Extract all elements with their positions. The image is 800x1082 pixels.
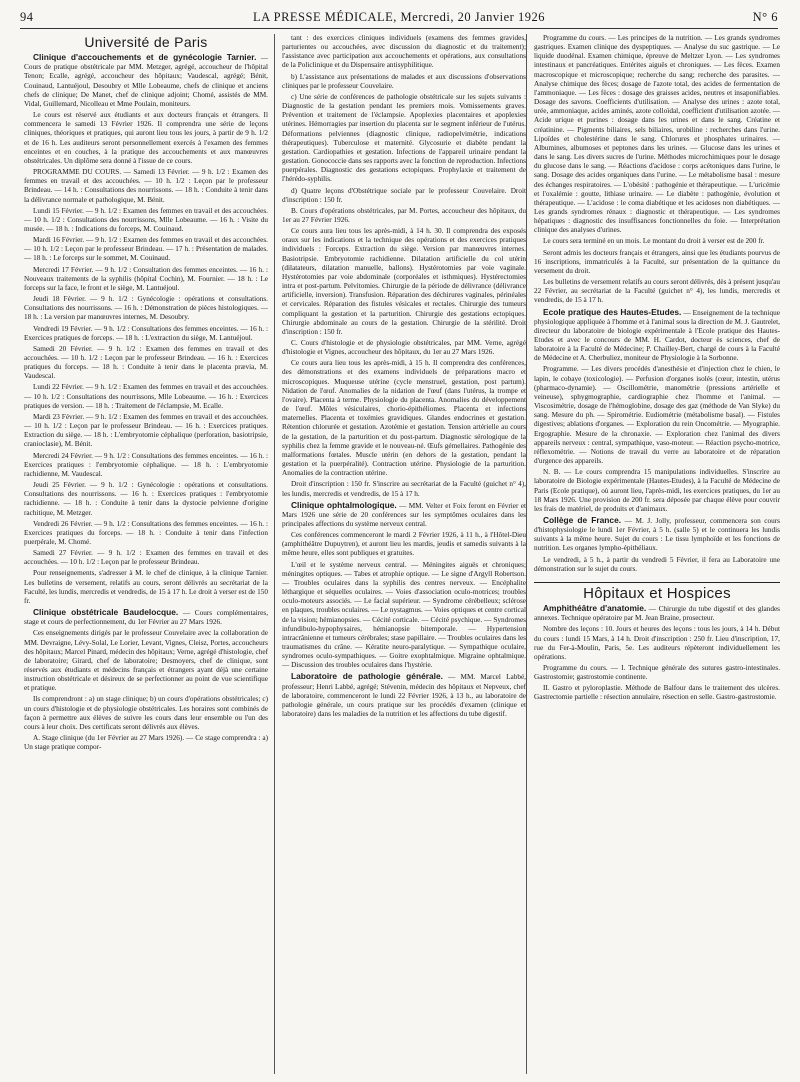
paragraph: Mercredi 17 Février. — 9 h. 1/2 : Consultation des femmes enceintes. — 16 h. : Nouveaux traitements de la syphilis (hôpital Cochin), M. Fournier. — 18 h. : Le forceps sur la face, le front et le siège, M. Lantuéjoul. — [24, 265, 268, 292]
paragraph: II. Gastro et pyloroplastie. Méthode de Balfour dans le traitement des ulcères. Gastrectomie partielle : résection annulaire, résection en selle. Gastro-gastrostomie. — [534, 684, 780, 702]
paragraph-text: — MM. Velter et Foix feront en Février et Mars 1926 une série de 20 conférences sur les symptômes oculaires dans les principales affections du système nerveux central. — [282, 501, 526, 528]
column-divider — [274, 34, 275, 1074]
subsection-title: Amphithéâtre d'anatomie. — [543, 603, 647, 614]
paragraph: c) Une série de conférences de pathologie obstétricale sur les sujets suivants : Diagnostic de la gestation pendant les premiers mois. Vomissements graves. Prévention et traitement de l'éclampsie. Apoplexies placentaires et apoplexies utérines. Hémorragies par insertion du placenta sur le segment inférieur de l'utérus. Déformations pelviennes (diagnostic clinique, radiopelvimétrie, indications thérapeutiques). Tuberculose et maternité. Glycosurie et diabète pendant la gestation. Cardiopathies et gestation. Infections de l'appareil urinaire pendant la gestation. Gonococcie dans ses rapports avec la fonction de reproduction. Infections puerpérales. Diagnostic des gestations ectopiques. Prophylaxie et traitement de l'hérédo-syphilis. — [282, 92, 526, 184]
paragraph: tant : des exercices cliniques individuels (examens des femmes gravides, parturientes ou accouchées, avec discussion du diagnostic et du traitement); l'assistance avec participation aux accouchements et opérations, aux consultations de la Policlinique et du Dispensaire antisyphilitique. — [282, 34, 526, 70]
issue-number: N° 6 — [752, 10, 778, 24]
paragraph: B. Cours d'opérations obstétricales, par M. Portes, accoucheur des hôpitaux, du 1er au 27 Février 1926. — [282, 206, 526, 224]
paragraph: Ces enseignements dirigés par le professeur Couvelaire avec la collaboration de MM. Devraigne, Lévy-Solal, Le Lorier, Levant, Vignes, Cleisz, Portes, accoucheurs des hôpitaux; Marcel Pinard, médecin des hôpitaux; Verne, agrégé d'histologie, chef de laboratoire; Girard, chef de laboratoire; Desmoyers, chef de clinique, sont réservés aux étudiants et médecins français et étrangers ayant déjà une certaine instruction obstétricale et désireux de se perfectionner au point de vue scientifique et pratique. — [24, 629, 268, 693]
paragraph-text: — Enseignement de la technique physiologique appliquée à l'homme et à l'animal sous la direction de M. J. Gautrelet, directeur du laboratoire de biologie expérimentale à l'Ecole pratique des Hautes-Etudes et avec le concours de MM. H. Cardot, docteur ès sciences, chef de laboratoire à la Faculté de Médecine; P. Chailley-Bert, chargé de cours à la Faculté de Médecine et A. Cherbuliez, moniteur de Physiologie à la Sorbonne. — [534, 308, 780, 363]
column-2 — [282, 34, 526, 1074]
paragraph: C. Cours d'histologie et de physiologie obstétricales, par MM. Verne, agrégé d'histologie et Vignes, accoucheur des hôpitaux, du 1er au 27 Mars 1926. — [282, 339, 526, 357]
paragraph: Les bulletins de versement relatifs au cours seront délivrés, dès à présent jusqu'au 22 Février, au secrétariat de la Faculté (guichet n° 4), les lundis, mercredis et vendredis, de 15 à 17 h. — [534, 278, 780, 305]
column-1 — [24, 34, 268, 1074]
paragraph: Le cours est réservé aux étudiants et aux docteurs français et étrangers. Il commencera le samedi 13 Février 1926. Il comprendra une série de leçons cliniques, théoriques et pratiques, qui auront lieu tous les jours, à partir de 9 h. 1/2 et de 16 h. Les auditeurs seront personnellement exercés à l'examen des femmes enceintes et en couches, à la pratique des accouchements et aux manœuvres obstétricales. Un diplôme sera donné à l'issue de ce cours. — [24, 111, 268, 165]
subsection-title: Clinique d'accouchements et de gynécologie Tarnier. — [33, 52, 257, 63]
paragraph: Programme du cours. — Les principes de la nutrition. — Les grands syndromes gastriques. Examen clinique des dyspeptiques. — Analyse du suc gastrique. — Le liquide duodénal. Examen chimique, épreuve de Meltzer Lyon. — Les syndromes intestinaux et pancréatiques. Entérites aiguës et chroniques. — Les fèces. Examen macroscopique et microscopique; recherche du sang; recherche des parasites. — Analyse chimique des fèces; dosage de l'azote total, des acides de fermentation de l'ammoniaque. — Les fèces : dosage des graisses acides, neutres et insaponifiables. Dosage des savons. Coefficients d'utilisation. — Analyse des urines : azote total, urée, ammoniaque, acides aminés, azote colloïdal, coefficient d'utilisation azotée. — Acide urique et purines : dosage dans les urines et dans le sang. Créatine et créatinine. — Pigments biliaires, sels biliaires, urobiline : recherches dans l'urine. Lipoïdes et cholestérine dans le sang. Chlorures et phosphates urinaires. — Albumines, albumoses et peptones dans les urines. — Glucose dans les urines et dans le sang. Les divers sucres de l'urine. Méthodes microchimiques pour le dosage du glucose dans le sang. — Réactions d'acidose : corps acétoniques dans l'urine, le sang. Dosage des acides organiques dans l'urine. — Le métabolisme basal : mesure des échanges respiratoires. — L'obésité : pathogénie et thérapeutique. — L'uricémie et l'oxalémie : goutte, lithiase urinaire. — Le diabète : pathogénie, évolution et thérapeutique. — L'acidose : le coma diabétique et les acidoses non diabétiques. — Les grands syndromes rénaux : diagnostic et thérapeutique. — Les syndromes hépatiques : diagnostic des insuffisances fonctionnelles du foie. — Interprétation clinique des analyses d'urines. — [534, 34, 780, 235]
paragraph: Pour renseignements, s'adresser à M. le chef de clinique, à la clinique Tarnier. Les bulletins de versement, relatifs au cours, seront délivrés au secrétariat de la Faculté, les lundis, mercredis et vendredis, de 15 à 17 h. Le droit à verser est de 150 fr. — [24, 569, 268, 605]
paragraph: A. Stage clinique (du 1er Février au 27 Mars 1926). — Ce stage comprendra : a) Un stage pratique compor- — [24, 734, 268, 752]
paragraph — [534, 308, 780, 364]
paragraph: Ce cours aura lieu tous les après-midi, à 14 h. 30. Il comprendra des exposés oraux sur les indications et la technique des opérations et des exercices pratiques individuels : Forceps. Extraction du siège. Version par manœuvres internes. Basiotripsie. Embryotomie rachidienne. Dilatation artificielle du col utérin (dilatateurs, dilatation manuelle, ballons). Hystérotomies par voie vaginale. Hystérotomies par voie abdominale (corporéales et isthmiques). Hystérectomies intra et post-partum. Pelvitomies. Chirurgie de la période de délivrance (délivrance artificielle, inversion). Transfusion. Réparation des déchirures vaginales, périnéales et cervicales. Réparation des fistules vésicales et rectales. Chirurgie des tumeurs compliquant la gestation et la parturition. Chirurgie des gestations ectopiques. Chirurgie abdominale au cours de la gestation. Chirurgie de la stérilité. Droit d'inscription : 150 fr. — [282, 227, 526, 336]
paragraph — [282, 501, 526, 529]
paragraph: Samedi 20 Février. — 9 h. 1/2 : Examen des femmes en travail et des accouchées. — 10 h. 1/2 : Leçon par le professeur Brindeau. — 16 h. : Exercices pratiques du forceps. — 18 h. : Conduite à tenir dans le placenta prævia, M. Vaudescal. — [24, 344, 268, 381]
paragraph: Jeudi 18 Février. — 9 h. 1/2 : Gynécologie : opérations et consultations. Consultations des nourrissons. — 16 h. : Démonstration de pièces histologiques. — 18 h. : La version par manœuvres internes, M. Desoubry. — [24, 295, 268, 322]
paragraph: Samedi 27 Février. — 9 h. 1/2 : Examen des femmes en travail et des accouchées. — 10 h. 1/2 : Leçon par le professeur Brindeau. — [24, 549, 268, 567]
paragraph: Le cours sera terminé en un mois. Le montant du droit à verser est de 200 fr. — [543, 237, 765, 246]
paragraph: Lundi 15 Février. — 9 h. 1/2 : Examen des femmes en travail et des accouchées. — 10 h. 1/2 : Consultations des nourrissons, Mlle Lobeaume. — 16 h. : Visite du musée. — 18 h. : Indications du forceps, M. Couinaud. — [24, 206, 268, 233]
column-3 — [534, 34, 780, 1074]
paragraph: Seront admis les docteurs français et étrangers, ainsi que les étudiants pourvus de 16 inscriptions, immatriculés à la Faculté, sur présentation de la quittance du versement du droit. — [534, 248, 780, 275]
paragraph — [24, 53, 268, 109]
paragraph — [534, 604, 780, 623]
page-number: 94 — [20, 10, 34, 24]
paragraph: Mardi 23 Février. — 9 h. 1/2 : Examen des femmes en travail et des accouchées. — 10 h. 1/2 : Leçon par le professeur Brindeau. — 16 h. : Exercices pratiques. Extraction du siège. — 18 h. : L'embryotomie céphalique (perforation, basiotripsie, cranioclasie), M. Bénit. — [24, 412, 268, 449]
paragraph: PROGRAMME DU COURS. — Samedi 13 Février. — 9 h. 1/2 : Examen des femmes en travail et des accouchées. — 10 h. 1/2 : Leçon par le professeur Brindeau. — 14 h. : Consultations des nourrissons. — 18 h. : Conduite à tenir dans la délivrance normale et pathologique, M. Bénit. — [24, 168, 268, 204]
paragraph: Programme. — Les divers procédés d'anesthésie et d'injection chez le chien, le lapin, le cobaye (toxicologie). — Perfusion d'organes isolés (cœur, intestin, utérus (pharmaco-dynamie). — Oscillométrie, manométrie (pressions artérielle et veineuse), sphygmographie, cardiographie chez l'homme et l'animal. — Viscosimétrie, dosage de l'hémoglobine, dosage des gaz (méthode de Van Slyke) du sang. Mesure du ph. — Spirométrie. Eudiométrie (métabolisme basal). — Fistules digestives; ablations d'organes. — Exploration du rein Oncométrie. — Myographie. Ergographie. Mesure de la chronaxie. — Exploration chez l'animal des divers appareils nerveux : central, sympathique, vaso-moteur. — Réaction psycho-motrice, réflexométrie. — Notions de travail du verre au laboratoire et de réparation d'urgence des appareils. — [534, 365, 780, 466]
paragraph — [534, 516, 780, 554]
paragraph: N. B. — Le cours comprendra 15 manipulations individuelles. S'inscrire au laboratoire de Biologie expérimentale (Hautes-Etudes), à la Faculté de Médecine de Paris (Ecole pratique), où auront lieu, l'après-midi, les exercices pratiques, du 1er au 18 Mars 1926. Une provision de 200 fr. sera déposée par chaque élève pour couvrir les frais de matériel, de produits et d'animaux. — [534, 468, 780, 513]
paragraph: Le vendredi, à 5 h., à partir du vendredi 5 Février, il fera au Laboratoire une démonstration sur le sujet du cours. — [534, 555, 780, 573]
column-divider — [526, 34, 527, 1074]
paragraph: Programme du cours. — I. Technique générale des sutures gastro-intestinales. Gastrostomie; gastrostomie continente. — [534, 664, 780, 682]
paragraph: Lundi 22 Février. — 9 h. 1/2 : Examen des femmes en travail et des accouchées. — 10 h. 1/2 : Consultations des nourrissons, Mlle Lobeaume. — 16 h. : Exercices pratiques de version. — 18 h. : Traitement de l'éclampsie, M. Ecalle. — [24, 383, 268, 410]
paragraph: Ces conférences commenceront le mardi 2 Février 1926, à 11 h., à l'Hôtel-Dieu (amphithéâtre Dupuytren), et auront lieu les mardis, jeudis et samedis suivants à la même heure, elles sont publiques et gratuites. — [282, 531, 526, 558]
paragraph: Ils comprendront : a) un stage clinique; b) un cours d'opérations obstétricales; c) un cours d'histologie et de physiologie obstétricales. Les horaires sont combinés de façon à permettre aux élèves de suivre les cours dans leur ensemble ou l'un des cours à leur choix. Des certificats seront délivrés aux élèves. — [24, 695, 268, 731]
paragraph: Droit d'inscription : 150 fr. S'inscrire au secrétariat de la Faculté (guichet n° 4), les lundis, mercredis et vendredis, de 15 à 17 h. — [282, 480, 526, 498]
paragraph — [24, 608, 268, 627]
paragraph-text: — Chirurgie du tube digestif et des glandes annexes. Technique opératoire par M. Jean Braine, prosecteur. — [534, 605, 780, 623]
paragraph: Ce cours aura lieu tous les après-midi, à 15 h. Il comprendra des conférences, des démonstrations et des examens individuels de préparations macro et microscopiques. Muqueuse utérine (cycle menstruel, gestation, post partum). Nidation de l'œuf. Anomalies de la nidation de l'œuf (dans l'utérus, la trompe et l'ovaire). Placenta à terme. Physiologie du placenta. Anomalies du développement de l'œuf. Môles vésiculaires, chorio-épithéliomes. Placenta et infections maternelles. Placenta et toxémies gravidiques. Glandes endocrines et gestation. Rétention chlorurée et gestation. Azotémie et gestation. Tension artérielle au cours de la gestation, de la parturition et du post-partum. Diagnostic sérologique de la syphilis chez la femme gravide et le nouveau-né. Œufs gémellaires. Pathogénie des malformations fœtales. Muscle utérin (en dehors de la gestation, pendant la gestation et la puerpéralité). Contraction utérine. Physiologie de la parturition. Anomalies de la contraction utérine. — [282, 359, 526, 478]
subsection-title: Laboratoire de pathologie générale. — [291, 671, 443, 682]
paragraph: Nombre des leçons : 10. Jours et heures des leçons : tous les jours, à 14 h. Début du cours : lundi 15 Mars, à 14 h. Droit d'inscription : 250 fr. Lieu d'inscription, 17, rue du Fer-à-Moulin, Paris, 5e. Les auditeurs répèteront individuellement les opérations. — [534, 625, 780, 661]
paragraph: Vendredi 26 Février. — 9 h. 1/2 : Consultations des femmes enceintes. — 16 h. : Exercices pratiques du forceps. — 18 h. : Conduite à tenir dans l'infection puerpérale, M. Chomé. — [24, 519, 268, 546]
section-heading-hopitaux: Hôpitaux et Hospices — [534, 582, 780, 598]
paragraph: b) L'assistance aux présentations de malades et aux discussions d'observations cliniques par le professeur Couvelaire. — [282, 72, 526, 90]
paragraph: Jeudi 25 Février. — 9 h. 1/2 : Gynécologie : opérations et consultations. Consultations des nourrissons. — 16 h. : Exercices pratiques : l'embryotomie rachidienne. — 18 h. : Conduite à tenir dans la dystocie pelvienne d'origine rachitique, M. Metzger. — [24, 481, 268, 517]
paragraph-text: — MM. Marcel Labbé, professeur; Henri Labbé, agrégé; Stévenin, médecin des hôpitaux et Nepveux, chef de laboratoire, commenceront le lundi 22 Février 1926, à 13 h., au laboratoire de pathologie générale, un cours pratique sur les procédés d'examen (clinique et laboratoire) dans les maladies de la nutrition et les affections du tube digestif. — [282, 673, 526, 719]
paragraph-text: — M. J. Jolly, professeur, commencera son cours d'histophysiologie le lundi 1er Février, à 5 h. (salle 5) et le continuera les lundis suivants à la même heure. Sujet du cours : Le tissu lymphoïde et les fonctions de nutrition. Les organes lympho-épithéliaux. — [534, 516, 780, 553]
subsection-title: Collège de France. — [543, 514, 622, 525]
paragraph — [282, 672, 526, 719]
subsection-title: Ecole pratique des Hautes-Etudes. — [543, 306, 682, 317]
paragraph: Vendredi 19 Février. — 9 h. 1/2 : Consultations des femmes enceintes. — 16 h. : Exercices pratiques de forceps. — 18 h. : L'extraction du siège, M. Lantuéjoul. — [24, 324, 268, 342]
paragraph: L'œil et le système nerveux central. — Méningites aiguës et chroniques; méningites optiques. — Tabes et atrophie optique. — Le signe d'Argyll Robertson. — Troubles oculaires dans la syphilis des centres nerveux. — Encéphalite léthargique et séquelles oculaires. — Voies d'association oculo-motrices; troubles oculo-moteurs associés. — Le facial supérieur. — Syndrome cérébelleux; sclérose en plaques, troubles oculaires. — Le nystagmus. — Voies optiques et centre cortical de la vision; hémianopsies. — Cécité corticale. — Cécité psychique. — Syndromes infundibulo-hypophysaires, hémianopsie bitemporale. — Hypertension intracrânienne et tumeurs cérébrales; stase papillaire. — Troubles oculaires dans les traumatismes du crâne. — Kératite neuro-paralytique. — Sympathique oculaire, syndromes oculo-sympathiques. — Goitre exophtalmique. Migraine ophtalmique. — Discussion des troubles oculaires dans l'hystérie. — [282, 560, 526, 670]
paragraph: Mardi 16 Février. — 9 h. 1/2 : Examen des femmes en travail et des accouchées. — 10 h. 1/2 : Leçon par le professeur Brindeau. — 17 h. : Présentation de malades. — 18 h. : Le forceps sur le sommet, M. Couinaud. — [24, 236, 268, 263]
publication-title: LA PRESSE MÉDICALE, Mercredi, 20 Janvier 1926 — [253, 10, 545, 24]
paragraph-text: — Cours de pratique obstétricale par MM. Metzger, agrégé, accoucheur de l'hôpital Tenon; Ecalle, agrégé, accoucheur des hôpitaux; Vaudescal, agrégé; Bénit, Couinaud, Lantuéjoul, Desoubry et Mlle Lobeaume, chefs de clinique et anciens chefs de clinique; De Manet, chef de clinique adjoint; Chomé, assistés de MM. Vidal, Guillemard, Nicolleau et Mme Poulain, moniteurs. — [24, 54, 268, 108]
paragraph-text: — Cours complémentaires, stage et cours de perfectionnement, du 1er Février au 27 Mars 1926. — [24, 609, 268, 627]
section-heading-universite: Université de Paris — [84, 34, 208, 50]
page-header — [20, 6, 778, 29]
paragraph: d) Quatre leçons d'Obstétrique sociale par le professeur Couvelaire. Droit d'inscription : 150 fr. — [282, 186, 526, 204]
subsection-title: Clinique ophtalmologique. — [291, 499, 397, 510]
subsection-title: Clinique obstétricale Baudelocque. — [33, 607, 179, 618]
paragraph: Mercredi 24 Février. — 9 h. 1/2 : Consultations des femmes enceintes. — 16 h. : Exercices pratiques : l'embryotomie céphalique. — 18 h. : L'embryotomie rachidienne, M. Vaudescal. — [24, 451, 268, 478]
